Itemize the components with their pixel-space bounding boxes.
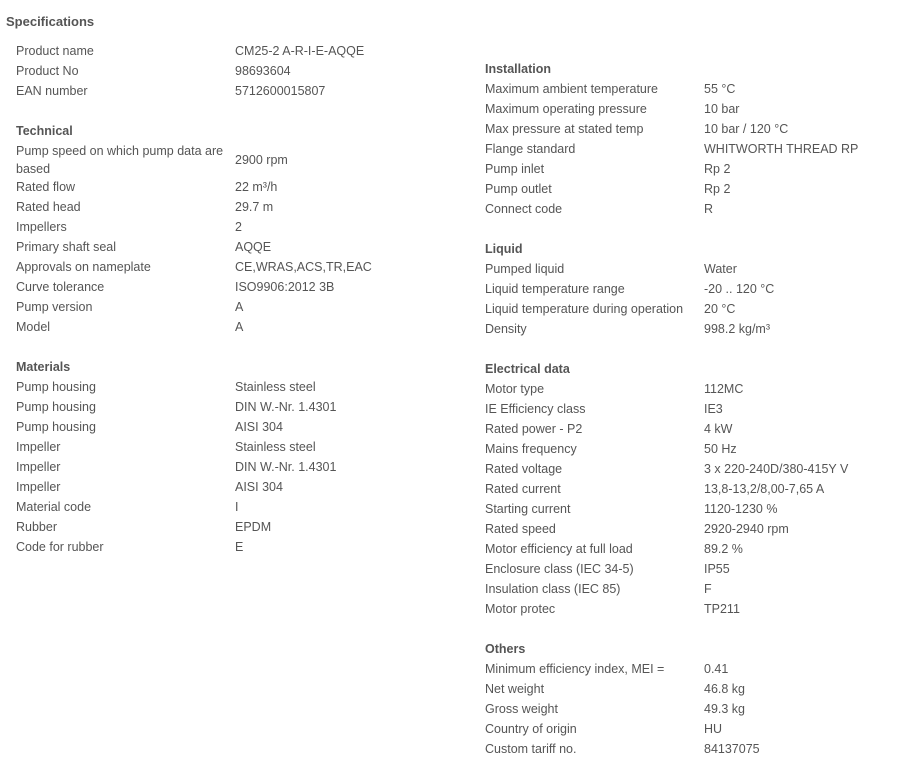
spec-label: Material code <box>16 500 92 514</box>
spec-label: Rated current <box>485 482 561 496</box>
spec-label: Max pressure at stated temp <box>485 122 644 136</box>
spec-value: 13,8-13,2/8,00-7,65 A <box>704 482 825 496</box>
spec-value: Rp 2 <box>704 182 731 196</box>
spec-value: 1120-1230 % <box>704 502 778 516</box>
spec-value: R <box>704 202 714 216</box>
section-title-materials: Materials <box>16 360 71 374</box>
spec-label: Minimum efficiency index, MEI = <box>485 662 665 676</box>
spec-label: Code for rubber <box>16 540 104 554</box>
spec-value: 84137075 <box>704 742 760 756</box>
spec-label: Starting current <box>485 502 571 516</box>
spec-value: IE3 <box>704 402 723 416</box>
spec-value: 10 bar / 120 °C <box>704 122 789 136</box>
spec-value: 98693604 <box>235 64 291 78</box>
spec-value: 49.3 kg <box>704 702 746 716</box>
spec-label: Maximum operating pressure <box>485 102 647 116</box>
spec-label: Impeller <box>16 440 61 454</box>
spec-value: EPDM <box>235 520 272 534</box>
spec-value: AISI 304 <box>235 480 283 494</box>
spec-value: -20 .. 120 °C <box>704 282 775 296</box>
spec-value: I <box>235 500 239 514</box>
spec-label: Pump housing <box>16 380 96 394</box>
spec-value: IP55 <box>704 562 730 576</box>
spec-value: 3 x 220-240D/380-415Y V <box>704 462 849 476</box>
spec-value: WHITWORTH THREAD RP <box>704 142 859 156</box>
spec-label: Rated power - P2 <box>485 422 583 436</box>
spec-value: F <box>704 582 712 596</box>
spec-label: Motor type <box>485 382 545 396</box>
spec-value: 29.7 m <box>235 200 274 214</box>
spec-value: 112MC <box>704 382 744 396</box>
spec-value: Rp 2 <box>704 162 731 176</box>
spec-label: Rated voltage <box>485 462 563 476</box>
spec-value: E <box>235 540 244 554</box>
spec-label: Primary shaft seal <box>16 240 117 254</box>
section-title-installation: Installation <box>485 62 551 76</box>
spec-value: 50 Hz <box>704 442 737 456</box>
spec-value: 5712600015807 <box>235 84 326 98</box>
spec-label: Impeller <box>16 480 61 494</box>
spec-value: 89.2 % <box>704 542 743 556</box>
spec-label: Pump housing <box>16 400 96 414</box>
spec-value: DIN W.-Nr. 1.4301 <box>235 400 337 414</box>
spec-label: Impeller <box>16 460 61 474</box>
spec-label: Motor protec <box>485 602 556 616</box>
spec-label: IE Efficiency class <box>485 402 586 416</box>
spec-value: 4 kW <box>704 422 733 436</box>
spec-label: Rated head <box>16 200 81 214</box>
spec-label: Rated flow <box>16 180 76 194</box>
spec-label: Pump speed on which pump data are based <box>16 144 224 176</box>
spec-value: AQQE <box>235 240 272 254</box>
spec-label: Pump version <box>16 300 93 314</box>
spec-label: Custom tariff no. <box>485 742 577 756</box>
section-title-technical: Technical <box>16 124 73 138</box>
spec-value: CE,WRAS,ACS,TR,EAC <box>235 260 372 274</box>
spec-value: 20 °C <box>704 302 736 316</box>
spec-label: Mains frequency <box>485 442 577 456</box>
spec-value: ISO9906:2012 3B <box>235 280 335 294</box>
spec-value: A <box>235 320 244 334</box>
spec-label: Impellers <box>16 220 67 234</box>
spec-value: TP211 <box>704 602 740 616</box>
spec-value: Stainless steel <box>235 380 316 394</box>
spec-value: 10 bar <box>704 102 740 116</box>
spec-label: Gross weight <box>485 702 558 716</box>
spec-label: Maximum ambient temperature <box>485 82 658 96</box>
spec-value: 998.2 kg/m³ <box>704 322 771 336</box>
spec-value: A <box>235 300 244 314</box>
spec-value: 2 <box>235 220 242 234</box>
spec-label: EAN number <box>16 84 88 98</box>
spec-value: Water <box>704 262 737 276</box>
spec-value: DIN W.-Nr. 1.4301 <box>235 460 337 474</box>
spec-label: Model <box>16 320 51 334</box>
spec-label: Rubber <box>16 520 57 534</box>
spec-label: Rated speed <box>485 522 556 536</box>
spec-value: 2920-2940 rpm <box>704 522 789 536</box>
spec-value: 0.41 <box>704 662 729 676</box>
section-title-liquid: Liquid <box>485 242 523 256</box>
page-title: Specifications <box>6 14 95 29</box>
spec-label: Product No <box>16 64 79 78</box>
spec-value: 22 m³/h <box>235 180 278 194</box>
spec-value: 2900 rpm <box>235 153 288 167</box>
spec-label: Pump outlet <box>485 182 552 196</box>
section-title-others: Others <box>485 642 526 656</box>
spec-value: HU <box>704 722 723 736</box>
spec-label: Product name <box>16 44 94 58</box>
spec-label: Pumped liquid <box>485 262 565 276</box>
spec-value: 46.8 kg <box>704 682 746 696</box>
spec-label: Motor efficiency at full load <box>485 542 633 556</box>
spec-value: 55 °C <box>704 82 736 96</box>
spec-label: Pump housing <box>16 420 96 434</box>
spec-label: Country of origin <box>485 722 577 736</box>
spec-label: Insulation class (IEC 85) <box>485 582 621 596</box>
spec-label: Pump inlet <box>485 162 545 176</box>
spec-value: CM25-2 A-R-I-E-AQQE <box>235 44 365 58</box>
spec-value: Stainless steel <box>235 440 316 454</box>
spec-label: Curve tolerance <box>16 280 105 294</box>
spec-label: Enclosure class (IEC 34-5) <box>485 562 634 576</box>
section-title-electrical-data: Electrical data <box>485 362 570 376</box>
spec-label: Net weight <box>485 682 545 696</box>
spec-label: Liquid temperature during operation <box>485 302 684 316</box>
spec-label: Liquid temperature range <box>485 282 625 296</box>
spec-value: AISI 304 <box>235 420 283 434</box>
spec-label: Flange standard <box>485 142 576 156</box>
spec-label: Connect code <box>485 202 563 216</box>
spec-label: Density <box>485 322 527 336</box>
spec-label: Approvals on nameplate <box>16 260 151 274</box>
